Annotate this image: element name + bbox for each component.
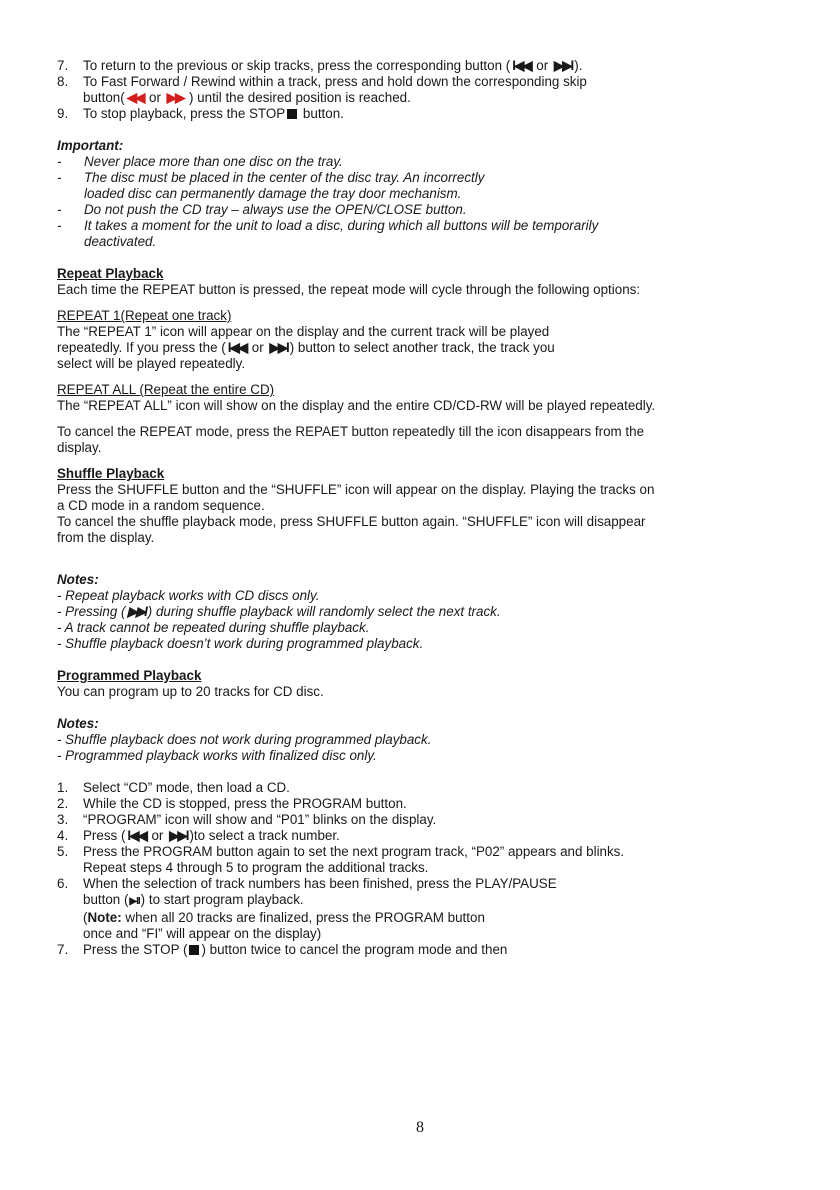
program-step: 6. When the selection of track numbers has been finished, press the PLAY/PAUSE button (▶II) to start program playback. (Note: when all 20 tracks are finalized, press the PROGRAM button once and “FI” will appear on the display) <box>57 876 557 941</box>
shuffle-playback-heading: Shuffle Playback <box>57 466 165 481</box>
stop-icon <box>287 109 297 119</box>
step-number: 7. <box>57 58 69 73</box>
step-8: 8. To Fast Forward / Rewind within a track, press and hold down the corresponding skip button( ◀◀ or ▶▶ ) until the desired position is reached. <box>57 74 587 105</box>
previous-track-icon: I◀◀ <box>127 828 146 843</box>
notes-heading: Notes: <box>57 716 99 731</box>
rewind-icon: ◀◀ <box>126 90 144 105</box>
manual-page: 7. To return to the previous or skip tracks, press the corresponding button ( I◀◀ or ▶▶I ). 8. To Fast Forward / Rewind within a track, press and hold down the corresponding skip button( ◀◀ or ▶▶ ) until the desired position is reached. 9. To stop playback, press the STOP button. Important: - Never place more than one disc on the tray. - The disc must be placed in the center of the disc tray. An incorrectly loaded disc can permanently damage the tray door mechanism. - Do not push the CD tray – always use the OPEN/CLOSE button. - It takes a moment for the unit to load a disc, during which all buttons will be temporarily deactivated. Repeat Playback Each time the REPEAT button is pressed, the repeat mode will cycle through the following options: REPEAT 1(Repeat one track) The “REPEAT 1” icon will appear on the display and the current track will be played repeatedly. If you press the ( I◀◀ or ▶▶I ) button to select another track, the track you select will be played repeatedly. REPEAT ALL (Repeat the entire CD) The “REPEAT ALL” icon will show on the display and the entire CD/CD-RW will be played repeatedly. To cancel the REPEAT mode, press the REPAET button repeatedly till the icon disappears from the display. Shuffle Playback Press the SHUFFLE button and the “SHUFFLE” icon will appear on the display. Playing the tracks on a CD mode in a random sequence. To cancel the shuffle playback mode, press SHUFFLE button again. “SHUFFLE” icon will disappear from the display. Notes: - Repeat playback works with CD discs only. - Pressing ( ▶▶I ) during shuffle playback will randomly select the next track. - A track cannot be repeated during shuffle playback. - Shuffle playback doesn’t work during programmed playback. Programmed Playback You can program up to 20 tracks for CD disc. Notes: - Shuffle playback does not work during programmed playback. - Programmed playback works with finalized disc only. 1. Select “CD” mode, then load a CD. 2. While the CD is stopped, press the PROGRAM button. 3. “PROGRAM” icon will show and “P01” blinks on the display. 4. Press ( I◀◀ or ▶▶I )to select a track number. 5. Press the PROGRAM button again to set the next program track, “P02” appears and blinks. Repeat steps 4 through 5 to program the additional tracks. 6. When the selection of track numbers has been finished, press the PLAY/PAUSE button (▶II) to start program playback. (Note: when all 20 tracks are finalized, press the PROGRAM button once and “FI” will appear on the display) 7. Press the STOP ( ) button twice to cancel the program mode and then <box>57 58 769 958</box>
repeat-cancel: To cancel the REPEAT mode, press the REPAET button repeatedly till the icon disappears from the display. <box>57 424 645 455</box>
next-track-icon: ▶▶I <box>169 828 188 843</box>
repeat-intro: Each time the REPEAT button is pressed, the repeat mode will cycle through the following options: <box>57 282 641 297</box>
program-step: 4. Press ( I◀◀ or ▶▶I )to select a track number. <box>57 828 340 843</box>
program-step: 3. “PROGRAM” icon will show and “P01” blinks on the display. <box>57 812 437 827</box>
next-track-icon: ▶▶I <box>127 604 146 619</box>
notes-heading: Notes: <box>57 572 99 587</box>
important-item: - Never place more than one disc on the tray. <box>57 154 343 169</box>
important-item: - It takes a moment for the unit to load a disc, during which all buttons will be temporarily deactivated. <box>57 218 599 249</box>
fast-forward-icon: ▶▶ <box>166 90 184 105</box>
important-item: - The disc must be placed in the center of the disc tray. An incorrectly loaded disc can permanently damage the tray door mechanism. <box>57 170 485 201</box>
previous-track-icon: I◀◀ <box>512 58 531 73</box>
next-track-icon: ▶▶I <box>269 340 288 355</box>
program-step: 2. While the CD is stopped, press the PROGRAM button. <box>57 796 407 811</box>
step-9: 9. To stop playback, press the STOP button. <box>57 106 344 121</box>
important-heading: Important: <box>57 138 124 153</box>
program-step: 7. Press the STOP ( ) button twice to cancel the program mode and then <box>57 942 508 957</box>
page-number: 8 <box>416 1119 424 1136</box>
play-pause-icon: ▶II <box>129 896 140 907</box>
important-item: - Do not push the CD tray – always use the OPEN/CLOSE button. <box>57 202 467 217</box>
programmed-playback-heading: Programmed Playback <box>57 668 202 683</box>
next-track-icon: ▶▶I <box>553 58 573 73</box>
repeat-all-heading: REPEAT ALL (Repeat the entire CD) <box>57 382 275 397</box>
repeat-playback-heading: Repeat Playback <box>57 266 164 281</box>
step-7: 7. To return to the previous or skip tracks, press the corresponding button ( I◀◀ or ▶▶I ). <box>57 58 583 73</box>
stop-icon <box>189 945 199 955</box>
program-step: 5. Press the PROGRAM button again to set the next program track, “P02” appears and blinks. Repeat steps 4 through 5 to program the additional tracks. <box>57 844 625 875</box>
repeat-one-heading: REPEAT 1(Repeat one track) <box>57 308 232 323</box>
previous-track-icon: I◀◀ <box>227 340 247 355</box>
program-step: 1. Select “CD” mode, then load a CD. <box>57 780 290 795</box>
